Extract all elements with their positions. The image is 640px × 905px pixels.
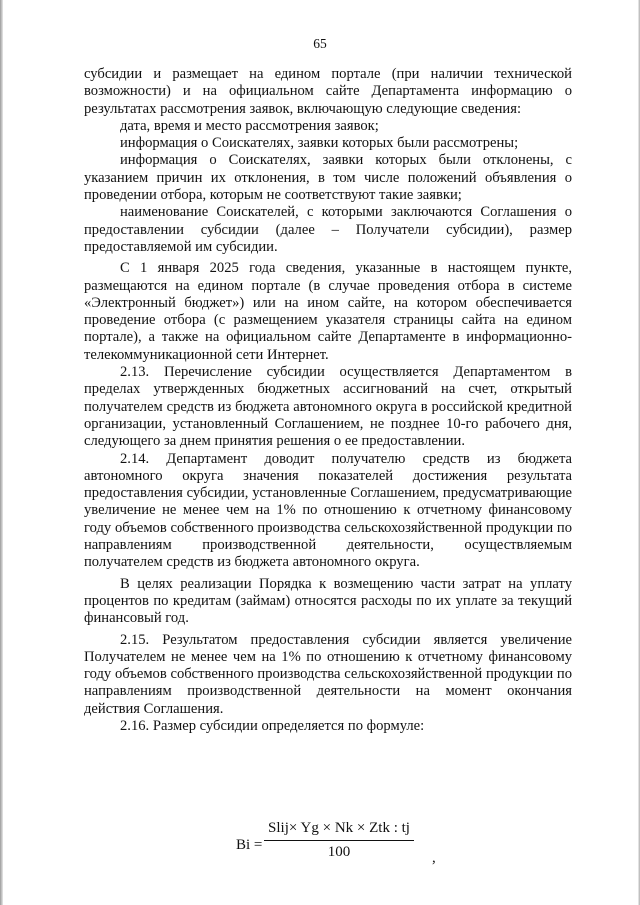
paragraph-clause-2-13: 2.13. Перечисление субсидии осуществляется Департаментом в пределах утвержденных бюджетных ассигнований на счет, открытый получателем средств из бюджета автономного округа в российской кредитной организации, установленный Соглашением, не позднее 10-го рабочего дня, следующего за днем принятия решения о ее предоставлении.	[84, 364, 572, 450]
formula-fraction	[264, 820, 414, 861]
list-item: наименование Соискателей, с которыми заключаются Соглашения о предоставлении субсидии (далее – Получатели субсидии), размер предоставляемой им субсидии.	[84, 204, 572, 255]
list-item: информация о Соискателях, заявки которых были рассмотрены;	[120, 135, 519, 152]
paragraph: В целях реализации Порядка к возмещению части затрат на уплату процентов по кредитам (займам) относятся расходы по их уплате за текущий финансовый год.	[84, 575, 572, 627]
paragraph: С 1 января 2025 года сведения, указанные в настоящем пункте, размещаются на едином портале (в случае проведения отбора в системе «Электронный бюджет») или на ином сайте, на котором обеспечивается проведение отбора (с размещением указателя страницы сайта на едином портале), а также на официальном сайте Департаменте в информационно-телекоммуникационной сети Интернет.	[84, 260, 572, 363]
formula-lhs: Bi =	[236, 837, 263, 853]
scan-edge-left	[0, 0, 3, 905]
paragraph-clause-2-15: 2.15. Результатом предоставления субсидии является увеличение Получателем не менее чем на 1% по отношению к отчетному финансовому году объемов собственного производства сельскохозяйственной продукции по направлениям производственной деятельности на момент окончания действия Соглашения.	[84, 631, 572, 717]
formula-numerator: Slij× Yg × Nk × Ztk : tj	[268, 820, 410, 836]
formula-denominator: 100	[327, 844, 351, 860]
paragraph: субсидии и размещает на едином портале (при наличии технической возможности) и на официальном сайте Департамента информацию о результатах рассмотрения заявок, включающую следующие сведения:	[84, 66, 572, 117]
paragraph-clause-2-14: 2.14. Департамент доводит получателю средств из бюджета автономного округа значения показателей достижения результата предоставления субсидии, установленные Соглашением, предусматривающие увеличение не менее чем на 1% по отношению к отчетному финансовому году объемов собственного производства сельскохозяйственной продукции по направлениям производственной деятельности, осуществляемым получателем средств из бюджета автономного округа.	[84, 450, 572, 571]
page-number: 65	[313, 36, 327, 51]
list-item: дата, время и место рассмотрения заявок;	[120, 117, 379, 134]
formula-trailing-comma: ,	[432, 850, 436, 866]
paragraph-clause-2-16: 2.16. Размер субсидии определяется по формуле:	[120, 717, 425, 734]
list-item: информация о Соискателях, заявки которых были отклонены, с указанием причин их отклонения, в том числе положений объявления о проведении отбора, которым не соответствуют такие заявки;	[84, 152, 572, 204]
document-body	[84, 66, 572, 735]
subsidy-formula	[236, 820, 436, 880]
